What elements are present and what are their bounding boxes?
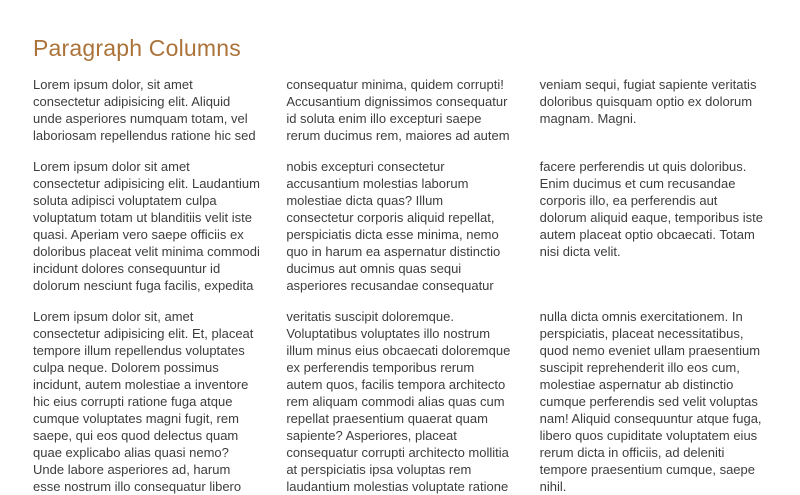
paragraph-columns-section <box>33 76 767 495</box>
page-title: Paragraph Columns <box>33 35 241 61</box>
paragraph-block-2: Lorem ipsum dolor sit amet consectetur adipisicing elit. Laudantium soluta adipisci voluptatem culpa voluptatum totam ut blanditiis velit iste quasi. Aperiam vero saepe officiis ex doloribus placeat velit minima commodi incidunt dolores consequuntur id dolorum nesciunt fuga facilis, expedita nobis excepturi consectetur accusantium molestias laborum molestiae dicta quas? Illum consectetur corporis aliquid repellat, perspiciatis dicta esse minima, nemo quo in harum ea aspernatur distinctio ducimus aut omnis quas sequi asperiores recusandae consequatur facere perferendis ut quis doloribus. Enim ducimus et cum recusandae corporis illo, ea perferendis aut dolorum aliquid eaque, temporibus iste autem placeat optio obcaecati. Totam nisi dicta velit. <box>33 159 763 293</box>
paragraph-block-1: Lorem ipsum dolor, sit amet consectetur adipisicing elit. Aliquid unde asperiores numquam totam, vel laboriosam repellendus ratione hic sed consequatur minima, quidem corrupti! Accusantium dignissimos consequatur id soluta enim illo excepturi saepe rerum ducimus rem, maiores ad autem veniam sequi, fugiat sapiente veritatis doloribus quisquam optio ex dolorum magnam. Magni. <box>33 77 757 143</box>
paragraph-block-3: Lorem ipsum dolor sit, amet consectetur adipisicing elit. Et, placeat tempore illum repellendus voluptates culpa neque. Dolorem possimus incidunt, autem molestiae a inventore hic eius corrupti ratione fuga atque cumque voluptates magni fugit, rem saepe, qui eos quod delectus quam quae explicabo alias quasi nemo? Unde labore asperiores ad, harum esse nostrum illo consequatur libero veritatis suscipit doloremque. Voluptatibus voluptates illo nostrum illum minus eius obcaecati doloremque ex perferendis temporibus rerum autem quos, facilis tempora architecto rem aliquam commodi alias quas cum repellat praesentium quaerat quam sapiente? Asperiores, placeat consequatur corrupti architecto mollitia at perspiciatis ipsa voluptas rem laudantium molestias voluptate ratione nulla dicta omnis exercitationem. In perspiciatis, placeat necessitatibus, quod nemo eveniet ullam praesentium suscipit reprehenderit illo eos cum, molestiae aspernatur ab distinctio cumque perferendis sed velit voluptas nam! Aliquid consequuntur atque fuga, libero quos cupiditate voluptatem eius rerum dicta in officiis, ad deleniti tempore praesentium cumque, saepe nihil. <box>33 309 762 494</box>
